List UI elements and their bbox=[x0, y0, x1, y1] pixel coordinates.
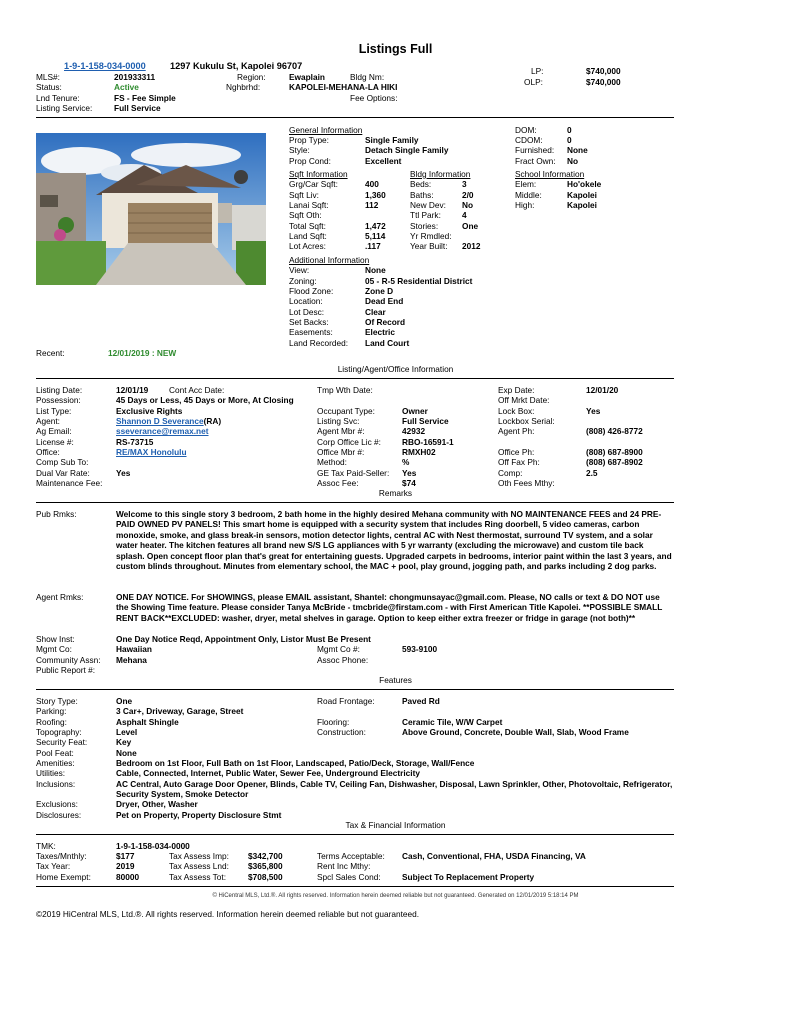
additional-value: 05 - R-5 Residential District bbox=[365, 276, 473, 286]
additional-label: Land Recorded: bbox=[289, 338, 349, 348]
agent-field-label: Agent: bbox=[36, 416, 60, 426]
bldg-label: Baths: bbox=[410, 190, 434, 200]
taxes-label: Taxes/Mnthly: bbox=[36, 851, 87, 861]
agent-name-field bbox=[116, 416, 221, 426]
pool-value: None bbox=[116, 748, 137, 758]
nghbrhd-label: Nghbrhd: bbox=[226, 82, 261, 92]
mgmt-co-value: Hawaiian bbox=[116, 644, 152, 654]
agent-field-label: Off Fax Ph: bbox=[498, 457, 540, 467]
topography-value: Level bbox=[116, 727, 138, 737]
section-heading-agent: Listing/Agent/Office Information bbox=[337, 364, 454, 374]
agent-field-label: Agent Mbr #: bbox=[317, 426, 365, 436]
agent-field-label: Method: bbox=[317, 457, 347, 467]
sqft-label: Land Sqft: bbox=[289, 231, 327, 241]
taxes-value: $177 bbox=[116, 851, 135, 861]
spcl-sales-value: Subject To Replacement Property bbox=[402, 872, 535, 882]
terms-label: Terms Acceptable: bbox=[317, 851, 385, 861]
parking-value: 3 Car+, Driveway, Garage, Street bbox=[116, 706, 244, 716]
school-info-title: School Information bbox=[515, 169, 585, 179]
agent-field-label: Dual Var Rate: bbox=[36, 468, 90, 478]
home-exempt-value: 80000 bbox=[116, 872, 140, 882]
road-frontage-value: Paved Rd bbox=[402, 696, 440, 706]
assoc-phone-label: Assoc Phone: bbox=[317, 655, 369, 665]
additional-label: Lot Desc: bbox=[289, 307, 325, 317]
agent-field-value: (808) 687-8900 bbox=[586, 447, 643, 457]
agent-field-label: Comp: bbox=[498, 468, 523, 478]
construction-value: Above Ground, Concrete, Double Wall, Slab, Wood Frame bbox=[402, 727, 629, 737]
header-divider bbox=[36, 117, 674, 118]
additional-value: Zone D bbox=[365, 286, 394, 296]
bldg-label: Ttl Park: bbox=[410, 210, 441, 220]
footer-small-notice: © HiCentral MLS, Ltd.®. All rights reserved. Information herein deemed reliable but not guaranteed. Generated on 12/01/2019 5:18:14 PM bbox=[212, 893, 579, 899]
community-assn-value: Mehana bbox=[116, 655, 147, 665]
additional-label: Set Backs: bbox=[289, 317, 329, 327]
school-value: Kapolei bbox=[567, 200, 597, 210]
mls-number: 201933311 bbox=[114, 72, 156, 82]
agent-field-label: Office Mbr #: bbox=[317, 447, 365, 457]
agent-field-label: Comp Sub To: bbox=[36, 457, 89, 467]
lp-value: $740,000 bbox=[586, 66, 621, 76]
additional-value: Electric bbox=[365, 327, 395, 337]
parking-label: Parking: bbox=[36, 706, 67, 716]
agent-field-label: Lockbox Serial: bbox=[498, 416, 555, 426]
school-label: Middle: bbox=[515, 190, 542, 200]
dom-label: DOM: bbox=[515, 125, 537, 135]
agent-field-label: Ag Email: bbox=[36, 426, 72, 436]
agent-field-value: RMXH02 bbox=[402, 447, 436, 457]
bldg-label: Year Built: bbox=[410, 241, 448, 251]
tmk-link[interactable]: 1-9-1-158-034-0000 bbox=[64, 61, 146, 71]
agent-field-value: Yes bbox=[116, 468, 131, 478]
cont-acc-label: Cont Acc Date: bbox=[169, 385, 225, 395]
property-photo bbox=[36, 133, 266, 285]
sqft-value: .117 bbox=[365, 241, 381, 251]
recent-label: Recent: bbox=[36, 348, 65, 358]
flooring-label: Flooring: bbox=[317, 717, 350, 727]
home-exempt-label: Home Exempt: bbox=[36, 872, 91, 882]
assess-imp-value: $342,700 bbox=[248, 851, 283, 861]
bldg-value: No bbox=[462, 200, 474, 210]
additional-label: Zoning: bbox=[289, 276, 317, 286]
sqft-label: Sqft Oth: bbox=[289, 210, 322, 220]
fract-own-value: No bbox=[567, 156, 579, 166]
agent-field-value: 42932 bbox=[402, 426, 426, 436]
section-heading-remarks: Remarks bbox=[378, 488, 413, 498]
additional-value: None bbox=[365, 265, 386, 275]
agent-field-label: Maintenance Fee: bbox=[36, 478, 103, 488]
mgmt-co-no-value: 593-9100 bbox=[402, 644, 438, 654]
inclusions-label: Inclusions: bbox=[36, 779, 76, 789]
assess-tot-label: Tax Assess Tot: bbox=[169, 872, 227, 882]
agent-field-label: Oth Fees Mthy: bbox=[498, 478, 555, 488]
mgmt-co-label: Mgmt Co: bbox=[36, 644, 72, 654]
agent-field-value: RBO-16591-1 bbox=[402, 437, 454, 447]
story-type-value: One bbox=[116, 696, 133, 706]
agent-field-label: Possession: bbox=[36, 395, 81, 405]
sqft-value: 112 bbox=[365, 200, 379, 210]
pub-remarks-text: Welcome to this single story 3 bedroom, 2 bath home in the highly desired Mehana community with NO MAINTENANCE FEES and 24 PRE-PAID OWNED PV PANELS! This smart home is equipped with a security system that includes Ring doorbell, 5 video cameras, carbon monoxide, smoke, and glass break-in sensors, motion detector lights, central AC with Nest thermostat, surround TV system, and a solar water heater. The kitchen features all brand new S/S LG appliances with 5 yr warranty (excluding the microwave) and custom tile back splash. Open concept floor plan that's great for entertaining guests. Upgraded carpets in bedrooms, interior paint within the last 3 years, and custom blinds throughout. Minutes from elementary school, the MAC + pool, play ground, jogging path, and parks including 2 dog parks. bbox=[116, 509, 672, 572]
bldg-value: 2012 bbox=[462, 241, 481, 251]
general-info-title: General Information bbox=[289, 125, 363, 135]
pub-remarks-label: Pub Rmks: bbox=[36, 509, 77, 519]
agent-field-label: List Type: bbox=[36, 406, 72, 416]
listing-service-label: Listing Service: bbox=[36, 103, 93, 113]
agent-field-value: 2.5 bbox=[586, 468, 598, 478]
prop-type-value: Single Family bbox=[365, 135, 419, 145]
sqft-label: Grg/Car Sqft: bbox=[289, 179, 338, 189]
tenure-label: Lnd Tenure: bbox=[36, 93, 80, 103]
agent-field-label: Agent Ph: bbox=[498, 426, 535, 436]
agent-field-label: Office: bbox=[36, 447, 60, 457]
nghbrhd-value: KAPOLEI-MEHANA-LA HIKI bbox=[289, 82, 398, 92]
agent-name-link[interactable]: Shannon D Severance bbox=[116, 416, 204, 426]
road-frontage-label: Road Frontage: bbox=[317, 696, 375, 706]
olp-label: OLP: bbox=[524, 77, 543, 87]
agent-field-value: Exclusive Rights bbox=[116, 406, 183, 416]
mls-label: MLS#: bbox=[36, 72, 60, 82]
bldg-value: 3 bbox=[462, 179, 467, 189]
region-value: Ewaplain bbox=[289, 72, 325, 82]
amenities-value: Bedroom on 1st Floor, Full Bath on 1st Floor, Landscaped, Patio/Deck, Storage, Wall/Fence bbox=[116, 758, 475, 768]
tmk-label: TMK: bbox=[36, 841, 56, 851]
furnished-value: None bbox=[567, 145, 588, 155]
cdom-label: CDOM: bbox=[515, 135, 543, 145]
bldg-label: New Dev: bbox=[410, 200, 446, 210]
agent-field-label: Lock Box: bbox=[498, 406, 535, 416]
status-label: Status: bbox=[36, 82, 62, 92]
utilities-value: Cable, Connected, Internet, Public Water, Sewer Fee, Underground Electricity bbox=[116, 768, 420, 778]
assess-lnd-value: $365,800 bbox=[248, 861, 283, 871]
sqft-value: 5,114 bbox=[365, 231, 386, 241]
cdom-value: 0 bbox=[567, 135, 572, 145]
bldg-label: Yr Rmdled: bbox=[410, 231, 452, 241]
inclusions-value: AC Central, Auto Garage Door Opener, Blinds, Cable TV, Ceiling Fan, Dishwasher, Disposal, Lawn Sprinkler, Other, Photovoltaic, Refrigerator, Security System, Smoke Detector bbox=[116, 779, 673, 800]
roofing-label: Roofing: bbox=[36, 717, 67, 727]
terms-value: Cash, Conventional, FHA, USDA Financing, VA bbox=[402, 851, 586, 861]
agent-field-value: 45 Days or Less, 45 Days or More, At Closing bbox=[116, 395, 294, 405]
assess-tot-value: $708,500 bbox=[248, 872, 283, 882]
additional-value: Clear bbox=[365, 307, 386, 317]
bldg-label: Beds: bbox=[410, 179, 432, 189]
security-label: Security Feat: bbox=[36, 737, 88, 747]
agent-divider bbox=[36, 378, 674, 379]
mgmt-co-no-label: Mgmt Co #: bbox=[317, 644, 360, 654]
listing-address: 1297 Kukulu St, Kapolei 96707 bbox=[170, 61, 303, 71]
tax-divider bbox=[36, 834, 674, 835]
bldg-value: 2/0 bbox=[462, 190, 474, 200]
status-value: Active bbox=[114, 82, 139, 92]
tax-year-label: Tax Year: bbox=[36, 861, 71, 871]
office-link[interactable]: RE/MAX Honolulu bbox=[116, 447, 187, 457]
disclosures-value: Pet on Property, Property Disclosure Stmt bbox=[116, 810, 282, 820]
pool-label: Pool Feat: bbox=[36, 748, 74, 758]
school-label: High: bbox=[515, 200, 535, 210]
additional-label: Location: bbox=[289, 296, 323, 306]
spcl-sales-label: Spcl Sales Cond: bbox=[317, 872, 381, 882]
agent-field-label: Assoc Fee: bbox=[317, 478, 359, 488]
sqft-label: Total Sqft: bbox=[289, 221, 326, 231]
agent-field-value: RS-73715 bbox=[116, 437, 154, 447]
community-assn-label: Community Assn: bbox=[36, 655, 101, 665]
sqft-info-title: Sqft Information bbox=[289, 169, 348, 179]
story-type-label: Story Type: bbox=[36, 696, 78, 706]
bldg-value: One bbox=[462, 221, 479, 231]
utilities-label: Utilities: bbox=[36, 768, 66, 778]
recent-value: 12/01/2019 : NEW bbox=[108, 348, 177, 358]
agent-field-label: Office Ph: bbox=[498, 447, 535, 457]
sqft-label: Sqft Liv: bbox=[289, 190, 319, 200]
style-label: Style: bbox=[289, 145, 310, 155]
sqft-label: Lanai Sqft: bbox=[289, 200, 329, 210]
agent-field-value: Full Service bbox=[402, 416, 449, 426]
fract-own-label: Fract Own: bbox=[515, 156, 556, 166]
agent-field-value: % bbox=[402, 457, 410, 467]
additional-label: Easements: bbox=[289, 327, 333, 337]
agent-field-value: Yes bbox=[402, 468, 417, 478]
school-value: Ho'okele bbox=[567, 179, 602, 189]
agent-field-value: 12/01/19 bbox=[116, 385, 149, 395]
additional-info-title: Additional Information bbox=[289, 255, 370, 265]
features-divider bbox=[36, 689, 674, 690]
additional-value: Of Record bbox=[365, 317, 406, 327]
flooring-value: Ceramic Tile, W/W Carpet bbox=[402, 717, 503, 727]
section-heading-features: Features bbox=[379, 675, 412, 685]
listing-service-value: Full Service bbox=[114, 103, 161, 113]
agent-field-value: Yes bbox=[586, 406, 601, 416]
olp-value: $740,000 bbox=[586, 77, 621, 87]
agent-field-label: Tmp Wth Date: bbox=[317, 385, 373, 395]
fee-options-label: Fee Options: bbox=[350, 93, 398, 103]
lp-label: LP: bbox=[531, 66, 544, 76]
additional-label: Flood Zone: bbox=[289, 286, 334, 296]
public-report-label: Public Report #: bbox=[36, 665, 96, 675]
security-value: Key bbox=[116, 737, 132, 747]
additional-label: View: bbox=[289, 265, 310, 275]
roofing-value: Asphalt Shingle bbox=[116, 717, 179, 727]
prop-cond-value: Excellent bbox=[365, 156, 402, 166]
construction-label: Construction: bbox=[317, 727, 366, 737]
dom-value: 0 bbox=[567, 125, 572, 135]
show-inst-label: Show Inst: bbox=[36, 634, 75, 644]
additional-value: Land Court bbox=[365, 338, 410, 348]
agent-email-link[interactable]: sseverance@remax.net bbox=[116, 426, 209, 436]
agent-field-value: $74 bbox=[402, 478, 416, 488]
agent-field-value: (808) 687-8902 bbox=[586, 457, 643, 467]
section-heading-tax: Tax & Financial Information bbox=[345, 820, 446, 830]
agent-field-value: (808) 426-8772 bbox=[586, 426, 643, 436]
agent-field-label: GE Tax Paid-Seller: bbox=[317, 468, 390, 478]
footer-divider bbox=[36, 886, 674, 887]
bldg-info-title: Bldg Information bbox=[410, 169, 471, 179]
prop-cond-label: Prop Cond: bbox=[289, 156, 331, 166]
agent-field-value: 12/01/20 bbox=[586, 385, 619, 395]
agent-field-label: Corp Office Lic #: bbox=[317, 437, 381, 447]
school-value: Kapolei bbox=[567, 190, 597, 200]
agent-remarks-label: Agent Rmks: bbox=[36, 592, 84, 602]
furnished-label: Furnished: bbox=[515, 145, 555, 155]
sqft-value: 1,472 bbox=[365, 221, 386, 231]
sqft-value: 400 bbox=[365, 179, 379, 189]
agent-field-value: Owner bbox=[402, 406, 428, 416]
agent-field-label: Off Mrkt Date: bbox=[498, 395, 550, 405]
agent-field-label: License #: bbox=[36, 437, 74, 447]
sqft-label: Lot Acres: bbox=[289, 241, 326, 251]
sqft-value: 1,360 bbox=[365, 190, 386, 200]
agent-field-label: Occupant Type: bbox=[317, 406, 375, 416]
disclosures-label: Disclosures: bbox=[36, 810, 82, 820]
prop-type-label: Prop Type: bbox=[289, 135, 329, 145]
tenure-value: FS - Fee Simple bbox=[114, 93, 176, 103]
amenities-label: Amenities: bbox=[36, 758, 75, 768]
show-inst-value: One Day Notice Reqd, Appointment Only, Listor Must Be Present bbox=[116, 634, 371, 644]
remarks-divider bbox=[36, 502, 674, 503]
agent-remarks-text: ONE DAY NOTICE. For SHOWINGS, please EMAIL assistant, Shantel: chongmunsayac@gmail.com. Please, NO calls or text & DO NOT use the Showing Time feature. Please consider Tanya McBride - tmcbride@firstam.com - with First American Title Kapolei. **POSSIBLE SMALL RENT BACK**EXCLUDED: washer, dryer, metal shelves in garage. Option to keep either extra freezer or fridge in garage (not both)** bbox=[116, 592, 663, 623]
exclusions-label: Exclusions: bbox=[36, 799, 78, 809]
topography-label: Topography: bbox=[36, 727, 82, 737]
exclusions-value: Dryer, Other, Washer bbox=[116, 799, 198, 809]
assess-imp-label: Tax Assess Imp: bbox=[169, 851, 229, 861]
agent-field-label: Listing Date: bbox=[36, 385, 83, 395]
agent-field-label: Exp Date: bbox=[498, 385, 535, 395]
page-title: Listings Full bbox=[358, 42, 433, 56]
style-value: Detach Single Family bbox=[365, 145, 449, 155]
rent-inc-label: Rent Inc Mthy: bbox=[317, 861, 371, 871]
tmk-value: 1-9-1-158-034-0000 bbox=[116, 841, 190, 851]
region-label: Region: bbox=[237, 72, 266, 82]
agent-designation: (RA) bbox=[203, 416, 222, 426]
tax-year-value: 2019 bbox=[116, 861, 135, 871]
additional-value: Dead End bbox=[365, 296, 404, 306]
bldg-value: 4 bbox=[462, 210, 467, 220]
bldg-label: Stories: bbox=[410, 221, 439, 231]
assess-lnd-label: Tax Assess Lnd: bbox=[169, 861, 229, 871]
bldg-name-label: Bldg Nm: bbox=[350, 72, 385, 82]
footer-copyright: ©2019 HiCentral MLS, Ltd.®. All rights reserved. Information herein deemed reliable but not guaranteed. bbox=[36, 909, 420, 919]
agent-field-label: Listing Svc: bbox=[317, 416, 360, 426]
school-label: Elem: bbox=[515, 179, 537, 189]
